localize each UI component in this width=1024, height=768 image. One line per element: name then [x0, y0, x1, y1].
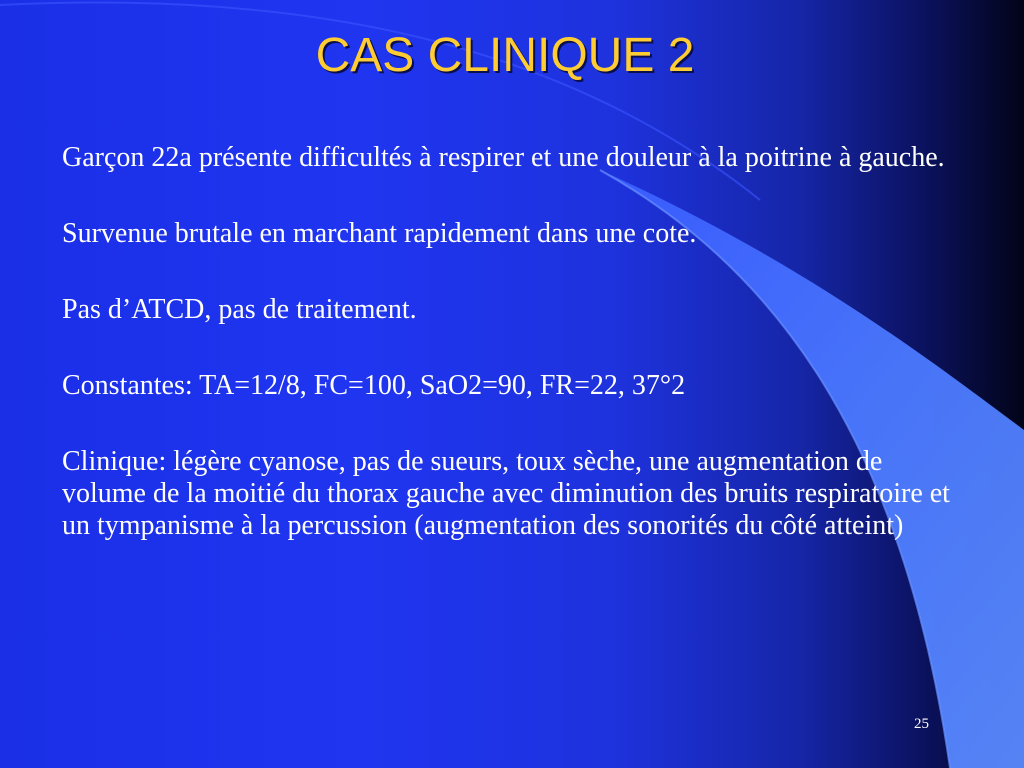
paragraph-history: Pas d’ATCD, pas de traitement.	[62, 294, 417, 325]
paragraph-symptoms: Garçon 22a présente difficultés à respirer et une douleur à la poitrine à gauche.	[62, 142, 945, 173]
paragraph-onset: Survenue brutale en marchant rapidement dans une cote.	[62, 218, 697, 249]
slide-title: CAS CLINIQUE 2	[315, 29, 695, 82]
paragraph-vitals: Constantes: TA=12/8, FC=100, SaO2=90, FR=22, 37°2	[62, 370, 686, 401]
paragraph-clinical-exam: Clinique: légère cyanose, pas de sueurs, toux sèche, une augmentation de volume de la moitié du thorax gauche avec diminution des bruits respiratoire et un tympanisme à la percussion (augmentation des sonorités du côté atteint)	[62, 446, 950, 541]
slide-body	[62, 142, 962, 542]
page-number: 25	[914, 716, 929, 732]
